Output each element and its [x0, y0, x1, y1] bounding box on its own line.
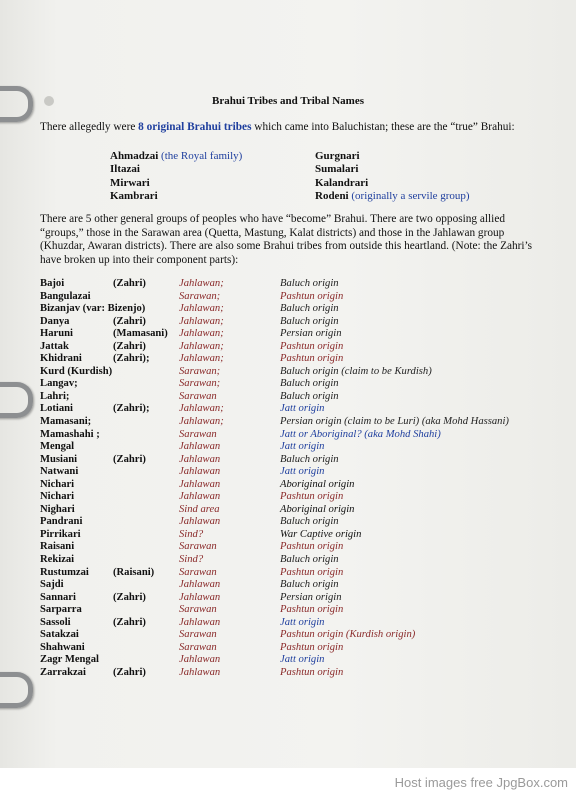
tribe-name: Nichari [40, 478, 75, 490]
tribe-name: Khidrani [40, 353, 82, 365]
tribe-origin: Baluch origin [280, 303, 339, 315]
tribe-alias: (Zahri) [113, 278, 146, 289]
tribe-name: Sassoli [40, 616, 71, 628]
tribe-name: Haruni [40, 328, 73, 340]
tribe-row [40, 491, 560, 504]
original-tribe-note: (the Royal family) [161, 150, 243, 162]
tribe-origin: Baluch origin [280, 315, 339, 327]
tribe-region: Jahlawan; [179, 353, 224, 365]
tribe-row [40, 579, 560, 592]
tribe-origin: Baluch origin [280, 390, 339, 402]
tribe-row [40, 592, 560, 605]
tribe-region: Jahlawan; [179, 303, 224, 315]
tribe-row [40, 504, 560, 517]
tribe-row [40, 667, 560, 680]
tribe-row [40, 291, 560, 304]
tribe-row [40, 617, 560, 630]
tribe-region: Jahlawan; [179, 416, 224, 428]
tribe-origin: Baluch origin [280, 554, 339, 566]
tribe-origin: War Captive origin [280, 528, 362, 540]
tribe-region: Sarawan [179, 390, 217, 402]
tribe-region: Jahlawan; [179, 328, 224, 340]
tribe-region: Sarawan [179, 604, 217, 616]
original-tribe: Sumalari [315, 163, 359, 176]
original-tribe: Mirwari [110, 176, 150, 189]
tribe-row [40, 341, 560, 354]
tribe-name: Satakzai [40, 629, 79, 641]
tribe-name: Langav; [40, 378, 78, 390]
tribe-region: Jahlawan [179, 453, 221, 465]
tribe-alias: (Mamasani) [113, 328, 168, 340]
tribe-region: Sarawan; [179, 290, 221, 302]
tribe-origin: Baluch origin [280, 278, 339, 289]
intro-after: which came into Baluchistan; these are the “true” Brahui: [251, 121, 515, 133]
tribe-alias: (Zahri) [113, 453, 146, 465]
tribe-region: Jahlawan [179, 591, 221, 603]
tribe-region: Sarawan [179, 629, 217, 641]
tribe-name: Bajoi [40, 278, 65, 289]
tribe-origin: Pashtun origin [280, 641, 344, 653]
tribe-alias: (Zahri); [113, 353, 150, 365]
tribe-origin: Aboriginal origin [280, 478, 355, 490]
tribe-region: Jahlawan; [179, 278, 224, 289]
intro-before: There allegedly were [40, 121, 139, 133]
original-tribe: Iltazai [110, 163, 140, 176]
tribe-origin: Persian origin [280, 591, 342, 603]
tribe-origin: Pashtun origin [280, 353, 344, 365]
tribe-origin: Pashtun origin [280, 541, 344, 553]
tribe-row [40, 391, 560, 404]
tribe-alias: (Zahri) [113, 616, 146, 628]
tribe-row [40, 567, 560, 580]
tribe-name: Bangulazai [40, 290, 91, 302]
tribe-alias: (Zahri) [113, 340, 146, 352]
tribe-name: Sajdi [40, 579, 64, 591]
tribe-origin: Baluch origin (claim to be Kurdish) [280, 365, 432, 377]
tribe-region: Jahlawan; [179, 403, 224, 415]
tribe-name: Nighari [40, 503, 75, 515]
tribe-row [40, 366, 560, 379]
tribe-origin: Pashtun origin [280, 491, 344, 503]
original-tribe-note: (originally a servile group) [351, 189, 470, 202]
tribe-alias: (Zahri) [113, 666, 146, 678]
tribe-origin: Persian origin [280, 328, 342, 340]
tribe-region: Sarawan; [179, 378, 221, 390]
tribe-origin: Pashtun origin [280, 566, 344, 578]
tribe-name: Sarparra [40, 604, 82, 616]
tribe-row [40, 441, 560, 454]
tribe-name: Lotiani [40, 403, 73, 415]
tribe-row [40, 328, 560, 341]
original-tribe: Ahmadzai (the Royal family) [110, 150, 243, 162]
tribe-region: Sarawan [179, 428, 217, 440]
tribe-region: Jahlawan [179, 654, 221, 666]
tribe-row [40, 554, 560, 567]
tribe-region: Jahlawan [179, 616, 221, 628]
tribe-name: Musiani [40, 453, 78, 465]
tribe-origin: Pashtun origin [280, 666, 344, 678]
tribe-region: Jahlawan [179, 516, 221, 528]
tribe-origin: Jatt origin [280, 441, 325, 453]
tribe-name: Rustumzai [40, 566, 89, 578]
tribe-region: Jahlawan [179, 441, 221, 453]
tribe-origin: Pashtun origin [280, 604, 344, 616]
tribe-row [40, 604, 560, 617]
tribe-name: Mamasani; [40, 416, 92, 428]
tribe-row [40, 654, 560, 667]
original-tribe: Kalandrari [315, 176, 369, 189]
original-tribe: Kambrari [110, 189, 158, 202]
tribe-name: Natwani [40, 466, 79, 478]
tribe-row [40, 466, 560, 479]
tribe-alias: (Zahri) [113, 591, 146, 603]
tribe-row [40, 529, 560, 542]
tribe-row [40, 416, 560, 429]
tribe-origin: Pashtun origin (Kurdish origin) [280, 629, 416, 641]
tribe-name: Danya [40, 315, 70, 327]
tribe-alias: (Zahri); [113, 403, 150, 415]
tribe-name: Jattak [40, 340, 69, 352]
tribe-origin: Baluch origin [280, 378, 339, 390]
tribe-row [40, 316, 560, 329]
tribe-name: Rekizai [40, 554, 75, 566]
tribe-region: Sarawan [179, 641, 217, 653]
tribe-region: Jahlawan [179, 491, 221, 503]
tribe-region: Jahlawan [179, 579, 221, 591]
tribe-origin: Baluch origin [280, 453, 339, 465]
tribe-origin: Jatt origin [280, 466, 325, 478]
tribe-alias: (Raisani) [113, 566, 155, 578]
tribe-name: Pirrikari [40, 528, 81, 540]
tribe-row [40, 541, 560, 554]
tribe-list [40, 278, 560, 680]
tribe-region: Sarawan [179, 541, 217, 553]
tribe-region: Sind? [179, 554, 204, 566]
image-host-footer [0, 768, 576, 798]
tribe-origin: Pashtun origin [280, 340, 344, 352]
tribe-row [40, 429, 560, 442]
tribe-name: Raisani [40, 541, 75, 553]
original-tribes-right [315, 150, 470, 203]
tribe-origin: Jatt origin [280, 616, 325, 628]
tribe-row [40, 353, 560, 366]
intro-highlight: 8 original Brahui tribes [138, 121, 252, 133]
tribe-alias: (Zahri) [113, 315, 146, 327]
tribe-row [40, 278, 560, 291]
tribe-row [40, 629, 560, 642]
groups-paragraph: There are 5 other general groups of peoples who have “become” Brahui. There are two opposing allied “groups,” those in the Sarawan area (Quetta, Mastung, Kalat districts) and those in the Jahlawan group (Khuzdar, Awaran districts). There are also some Brahui tribes from outside this heartland. (Note: the Zahri’s have broken up into their component parts): [40, 213, 533, 266]
tribe-row [40, 378, 560, 391]
tribe-name: Pandrani [40, 516, 83, 528]
binder-ring-middle [0, 382, 33, 418]
tribe-row [40, 516, 560, 529]
tribe-region: Jahlawan; [179, 315, 224, 327]
page-title: Brahui Tribes and Tribal Names [212, 95, 364, 107]
tribe-row [40, 479, 560, 492]
tribe-region: Jahlawan [179, 666, 221, 678]
tribe-region: Sarawan; [179, 365, 221, 377]
original-tribe: Rodeni (originally a servile group) [315, 189, 470, 202]
tribe-origin: Jatt origin [280, 654, 325, 666]
tribe-origin: Jatt or Aboriginal? (aka Mohd Shahi) [280, 428, 441, 440]
tribe-origin: Baluch origin [280, 579, 339, 591]
tribe-region: Jahlawan [179, 466, 221, 478]
original-tribes-left [110, 150, 242, 203]
tribe-name: Nichari [40, 491, 75, 503]
tribe-origin: Baluch origin [280, 516, 339, 528]
tribe-region: Sarawan [179, 566, 217, 578]
tribe-row [40, 303, 560, 316]
tribe-name: Mengal [40, 441, 75, 453]
tribe-name: Zagr Mengal [40, 654, 99, 666]
tribe-region: Jahlawan [179, 478, 221, 490]
intro-sentence [40, 121, 540, 135]
tribe-name: Mamashahi ; [40, 428, 100, 440]
tribe-name: Kurd (Kurdish) [40, 365, 113, 377]
binder-ring-bottom [0, 672, 33, 708]
tribe-origin: Jatt origin [280, 403, 325, 415]
tribe-region: Jahlawan; [179, 340, 224, 352]
tribe-origin: Pashtun origin [280, 290, 344, 302]
tribe-name: Lahri; [40, 390, 70, 402]
tribe-name: Shahwani [40, 641, 85, 653]
footer-text: Host images free JpgBox.com [394, 775, 568, 790]
original-tribe: Gurgnari [315, 150, 360, 162]
tribe-name: Bizanjav (var: Bizenjo) [40, 303, 146, 315]
tribe-origin: Persian origin (claim to be Luri) (aka Mohd Hassani) [280, 416, 509, 428]
tribe-origin: Aboriginal origin [280, 503, 355, 515]
tribe-name: Sannari [40, 591, 76, 603]
tribe-region: Sind? [179, 528, 204, 540]
tribe-name: Zarrakzai [40, 666, 86, 678]
tribe-row [40, 403, 560, 416]
tribe-region: Sind area [179, 503, 220, 515]
tribe-row [40, 454, 560, 467]
tribe-row [40, 642, 560, 655]
